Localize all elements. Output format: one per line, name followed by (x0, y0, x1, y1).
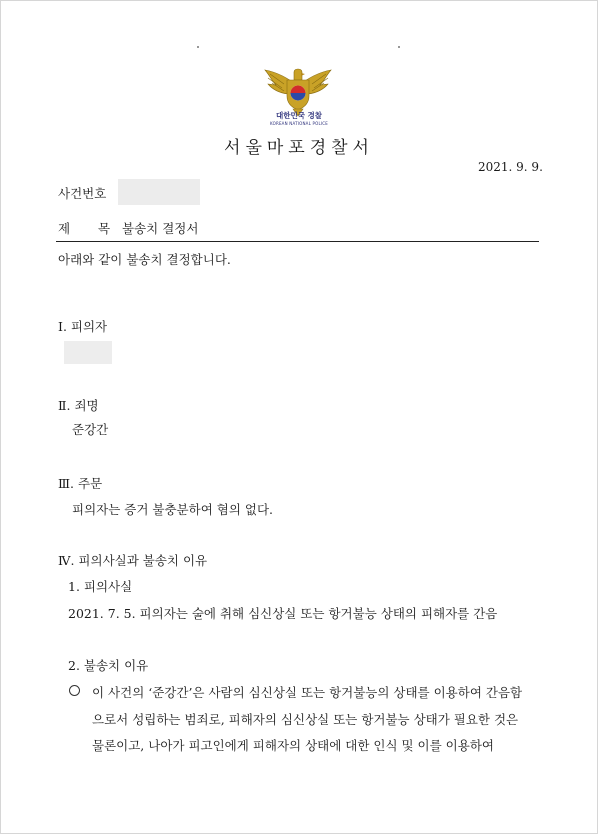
page-dot-right (398, 46, 400, 48)
subject-value: 불송치 결정서 (122, 221, 199, 236)
subsection-1-title: 1. 피의사실 (68, 579, 133, 594)
header-divider (56, 241, 539, 242)
reason-line-2: 으로서 성립하는 범죄로, 피해자의 심신상실 또는 항거불능 상태가 필요한 것은 (92, 712, 519, 727)
agency-title: 서울마포경찰서 (224, 138, 374, 158)
section-3-title: Ⅲ. 주문 (58, 476, 103, 491)
subsection-2-title: 2. 불송치 이유 (68, 658, 149, 673)
subject-label-first: 제 (58, 221, 71, 236)
section-4-title: Ⅳ. 피의사실과 불송치 이유 (58, 553, 208, 568)
reason-line-1: 이 사건의 ‘준강간’은 사람의 심신상실 또는 항거불능의 상태를 이용하여 간음함 (92, 685, 523, 700)
subsection-1-body: 2021. 7. 5. 피의자는 술에 취해 심신상실 또는 항거불능 상태의 피해자를 간음 (68, 606, 498, 621)
disposition-text: 피의자는 증거 불충분하여 혐의 없다. (72, 502, 273, 517)
case-number-redaction (118, 179, 200, 205)
suspect-name-redaction (64, 341, 112, 364)
intro-text: 아래와 같이 불송치 결정합니다. (58, 252, 231, 267)
emblem-caption-english: KOREAN NATIONAL POLICE (270, 121, 328, 126)
section-1-title: Ⅰ. 피의자 (58, 319, 108, 334)
subject-row (58, 219, 198, 237)
subject-label-second: 목 (98, 221, 111, 236)
reason-line-3: 물론이고, 나아가 피고인에게 피해자의 상태에 대한 인식 및 이를 이용하여 (92, 738, 494, 753)
charge-name: 준강간 (72, 422, 109, 437)
case-number-label: 사건번호 (58, 186, 107, 201)
emblem-caption-korean: 대한민국 경찰 (275, 111, 323, 120)
page-dot-left (197, 46, 199, 48)
section-2-title: Ⅱ. 죄명 (58, 398, 99, 413)
bullet-circle-icon (69, 685, 80, 696)
document-date: 2021. 9. 9. (478, 160, 543, 174)
